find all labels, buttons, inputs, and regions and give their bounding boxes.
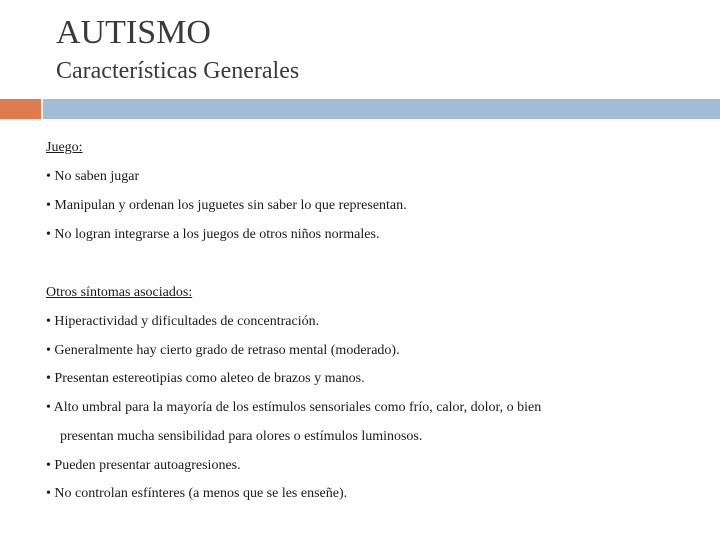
accent-bar [0,99,41,119]
bullet-item: • Presentan estereotipias como aleteo de brazos y manos. [46,371,365,386]
page-title: AUTISMO [56,14,211,51]
bullet-item-continuation: presentan mucha sensibilidad para olores o estímulos luminosos. [60,429,423,444]
bullet-item: • Generalmente hay cierto grado de retraso mental (moderado). [46,343,400,358]
bullet-item: • Alto umbral para la mayoría de los estímulos sensoriales como frío, calor, dolor, o bien [46,400,542,415]
bullet-item: • Pueden presentar autoagresiones. [46,458,241,473]
section-heading-sintomas: Otros síntomas asociados: [46,285,193,300]
bullet-item: • Manipulan y ordenan los juguetes sin saber lo que representan. [46,198,407,213]
bullet-item: • No logran integrarse a los juegos de otros niños normales. [46,227,380,242]
bullet-item: • No controlan esfínteres (a menos que se les enseñe). [46,486,348,501]
page-subtitle: Características Generales [56,58,300,84]
header-divider-bar [43,99,720,119]
section-heading-juego: Juego: [46,140,83,155]
bullet-item: • Hiperactividad y dificultades de concentración. [46,314,320,329]
bullet-item: • No saben jugar [46,169,140,184]
